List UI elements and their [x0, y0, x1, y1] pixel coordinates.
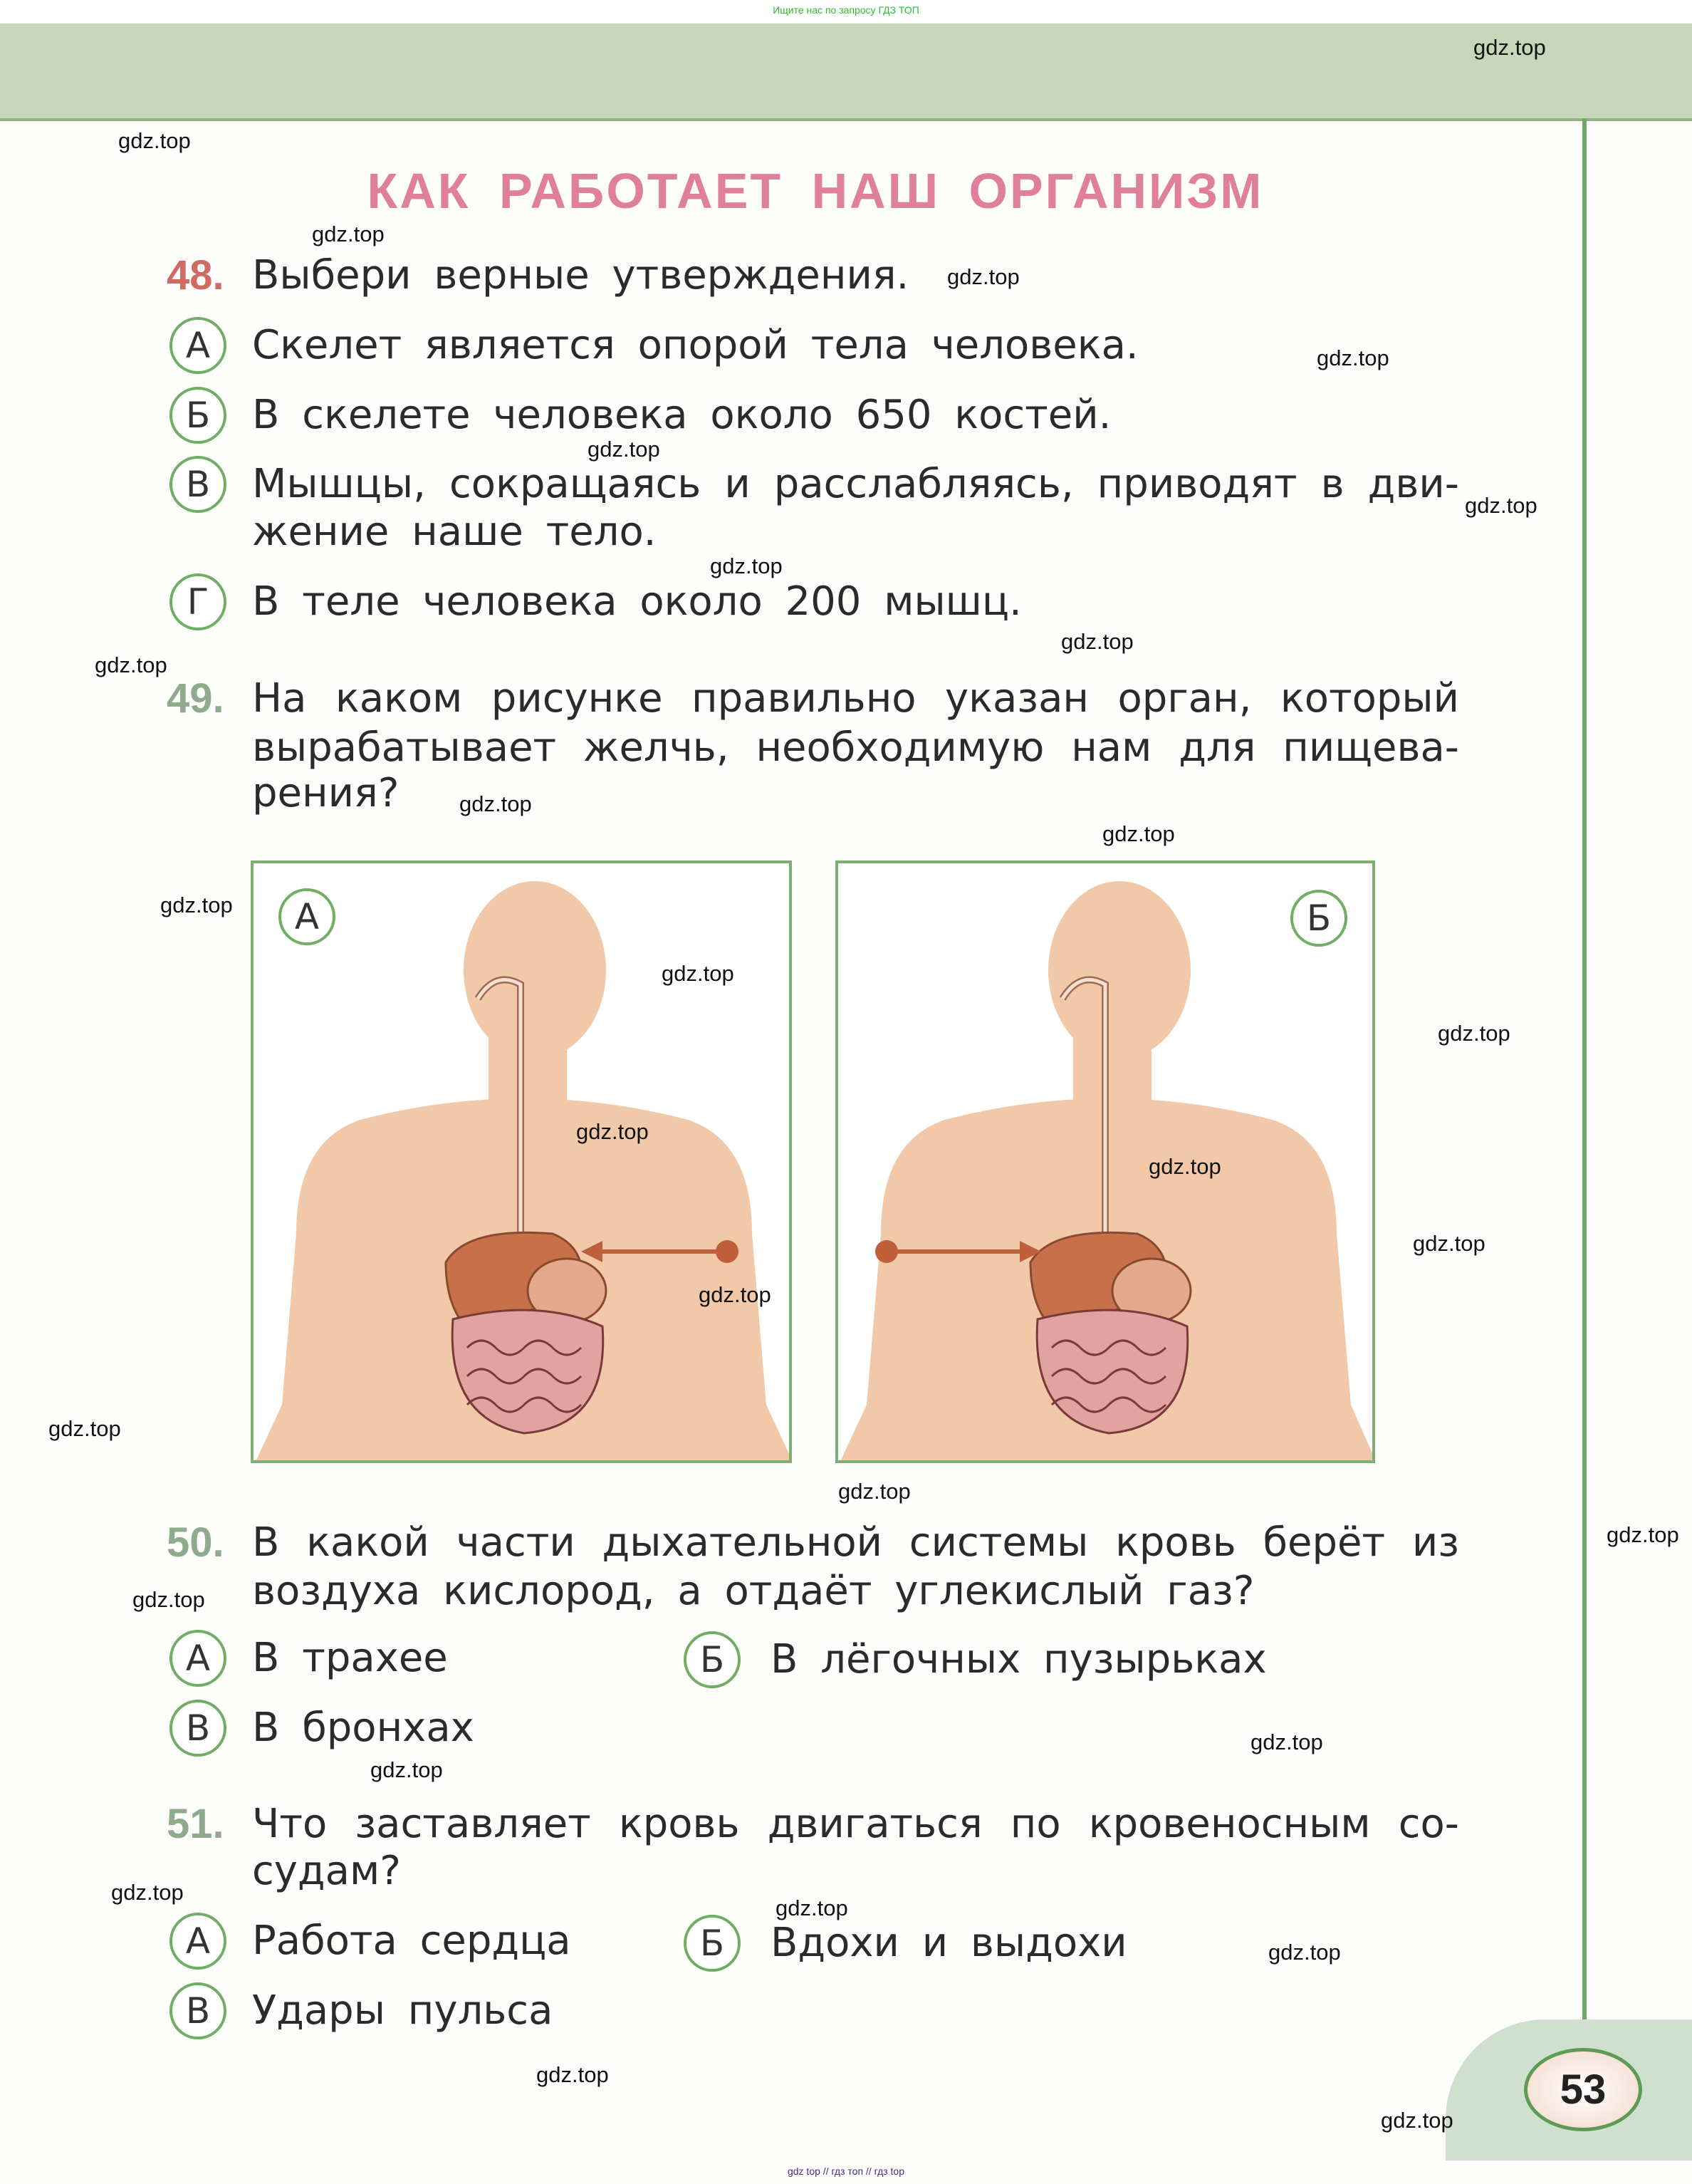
- option-circle[interactable]: Б: [684, 1915, 741, 1972]
- watermark: gdz.top: [1149, 1154, 1221, 1179]
- option-text: Удары пульса: [252, 1987, 553, 2034]
- header-band: [0, 24, 1692, 121]
- watermark: gdz.top: [776, 1896, 848, 1920]
- question-text: В какой части дыхательной системы кровь берёт из: [252, 1519, 1459, 1566]
- watermark: gdz.top: [111, 1880, 184, 1905]
- picture-label: Б: [1290, 890, 1347, 947]
- question-text: воздуха кислород, а отдаёт углекислый газ?: [252, 1568, 1255, 1614]
- watermark: gdz.top: [662, 961, 734, 986]
- watermark: gdz.top: [576, 1119, 649, 1144]
- option-text: Вдохи и выдохи: [771, 1920, 1127, 1966]
- watermark: gdz.top: [459, 791, 532, 816]
- body-illustration: [254, 863, 792, 1463]
- option-text: В бронхах: [252, 1705, 474, 1751]
- question-text: вырабатывает желчь, необходимую нам для пищева-: [252, 724, 1459, 771]
- bottom-note: gdz top // гдз топ // гдз top: [787, 2165, 905, 2177]
- option-circle[interactable]: В: [169, 1982, 226, 2039]
- picture-label: А: [278, 888, 335, 945]
- watermark: gdz.top: [132, 1587, 205, 1612]
- option-circle[interactable]: А: [169, 317, 226, 374]
- option-circle[interactable]: В: [169, 456, 226, 513]
- page-number: 53: [1524, 2048, 1642, 2131]
- watermark: gdz.top: [710, 553, 783, 578]
- option-circle[interactable]: Б: [169, 387, 226, 444]
- watermark: gdz.top: [1438, 1021, 1510, 1046]
- option-circle[interactable]: Б: [684, 1631, 741, 1688]
- question-text: Выбери верные утверждения.: [252, 252, 909, 298]
- watermark: gdz.top: [536, 2062, 609, 2087]
- option-text: В теле человека около 200 мышц.: [252, 578, 1022, 625]
- picture-a[interactable]: [251, 860, 792, 1463]
- page-title: КАК РАБОТАЕТ НАШ ОРГАНИЗМ: [367, 163, 1264, 219]
- option-circle[interactable]: В: [169, 1700, 226, 1757]
- watermark: gdz.top: [1413, 1231, 1485, 1256]
- question-number: 51.: [167, 1801, 224, 1847]
- watermark: gdz.top: [947, 264, 1020, 289]
- watermark: gdz.top: [1607, 1522, 1679, 1547]
- watermark: gdz.top: [118, 128, 191, 153]
- page-border-line: [1582, 118, 1587, 2042]
- option-text: В лёгочных пузырьках: [771, 1636, 1267, 1683]
- watermark: gdz.top: [699, 1282, 771, 1307]
- question-text: рения?: [252, 770, 400, 816]
- option-text: Мышцы, сокращаясь и расслабляясь, приводят в дви-: [252, 461, 1459, 507]
- watermark: gdz.top: [838, 1479, 911, 1504]
- watermark: gdz.top: [370, 1757, 443, 1782]
- option-circle[interactable]: А: [169, 1630, 226, 1687]
- watermark: gdz.top: [1250, 1730, 1323, 1754]
- option-text: В скелете человека около 650 костей.: [252, 392, 1112, 438]
- question-text: Что заставляет кровь двигаться по кровеносным со-: [252, 1801, 1459, 1847]
- watermark: gdz.top: [160, 893, 233, 917]
- question-number: 48.: [167, 252, 224, 298]
- option-text: В трахее: [252, 1635, 448, 1681]
- option-circle[interactable]: А: [169, 1913, 226, 1970]
- watermark: gdz.top: [95, 652, 167, 677]
- question-number: 49.: [167, 675, 224, 722]
- watermark: gdz.top: [312, 222, 385, 246]
- option-circle[interactable]: Г: [169, 573, 226, 630]
- option-text: Работа сердца: [252, 1918, 571, 1964]
- watermark: gdz.top: [588, 437, 660, 462]
- picture-b[interactable]: [835, 860, 1375, 1463]
- watermark: gdz.top: [48, 1416, 121, 1441]
- watermark: gdz.top: [1102, 821, 1175, 846]
- question-text: судам?: [252, 1848, 401, 1894]
- watermark: gdz.top: [1381, 2108, 1453, 2133]
- top-note: Ищите нас по запросу ГДЗ ТОП: [773, 4, 919, 16]
- watermark: gdz.top: [1465, 493, 1537, 518]
- option-text: Скелет является опорой тела человека.: [252, 322, 1139, 368]
- option-text: жение наше тело.: [252, 509, 657, 555]
- question-number: 50.: [167, 1519, 224, 1566]
- body-illustration: [838, 863, 1375, 1463]
- watermark: gdz.top: [1061, 629, 1134, 654]
- question-text: На каком рисунке правильно указан орган, который: [252, 675, 1459, 722]
- watermark: gdz.top: [1317, 345, 1389, 370]
- watermark: gdz.top: [1268, 1940, 1341, 1965]
- watermark: gdz.top: [1473, 35, 1546, 60]
